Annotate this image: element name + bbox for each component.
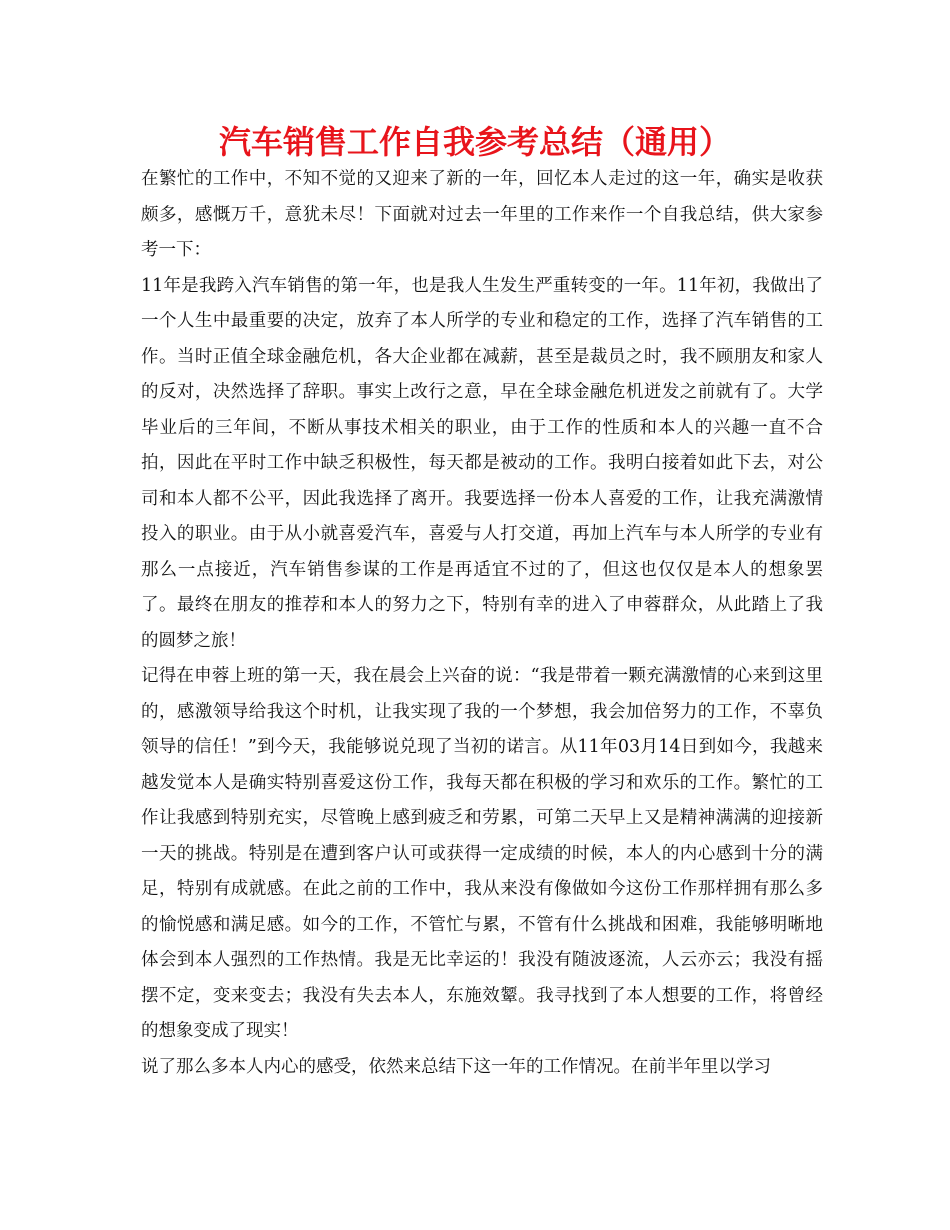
paragraph-career-change: 11年是我跨入汽车销售的第一年，也是我人生发生严重转变的一年。11年初，我做出了一个人生中最重要的决定，放弃了本人所学的专业和稳定的工作，选择了汽车销售的工作。当时正值全球金融危机，各大企业都在减薪，甚至是裁员之时，我不顾朋友和家人的反对，决然选择了辞职。事实上改行之意，早在全球金融危机迸发之前就有了。大学毕业后的三年间，不断从事技术相关的职业，由于工作的性质和本人的兴趣一直不合拍，因此在平时工作中缺乏积极性，每天都是被动的工作。我明白接着如此下去，对公司和本人都不公平，因此我选择了离开。我要选择一份本人喜爱的工作，让我充满激情投入的职业。由于从小就喜爱汽车，喜爱与人打交道，再加上汽车与本人所学的专业有那么一点接近，汽车销售参谋的工作是再适宜不过的了，但这也仅仅是本人的想象罢了。最终在朋友的推荐和本人的努力之下，特别有幸的进入了申蓉群众，从此踏上了我的圆梦之旅！	[141, 275, 823, 651]
document-title: 汽车销售工作自我参考总结（通用）	[218, 123, 731, 161]
paragraph-first-day: 记得在申蓉上班的第一天，我在晨会上兴奋的说：“我是带着一颗充满激情的心来到这里的，感激领导给我这个时机，让我实现了我的一个梦想，我会加倍努力的工作，不辜负领导的信任！”到今天，我能够说兑现了当初的诺言。从11年03月14日到如今，我越来越发觉本人是确实特别喜爱这份工作，我每天都在积极的学习和欢乐的工作。繁忙的工作让我感到特别充实，尽管晚上感到疲乏和劳累，可第二天早上又是精神满满的迎接新一天的挑战。特别是在遭到客户认可或获得一定成绩的时候，本人的内心感到十分的满足，特别有成就感。在此之前的工作中，我从来没有像做如今这份工作那样拥有那么多的愉悦感和满足感。如今的工作，不管忙与累，不管有什么挑战和困难，我能够明晰地体会到本人强烈的工作热情。我是无比幸运的！我没有随波逐流，人云亦云；我没有摇摆不定，变来变去；我没有失去本人，东施效颦。我寻找到了本人想要的工作，将曾经的想象变成了现实！	[141, 666, 823, 1041]
document-body	[141, 162, 823, 1085]
paragraph-work-summary: 说了那么多本人内心的感受，依然来总结下这一年的工作情况。在前半年里以学习	[141, 1056, 771, 1077]
paragraph-intro: 在繁忙的工作中，不知不觉的又迎来了新的一年，回忆本人走过的这一年，确实是收获颇多，感慨万千，意犹未尽！下面就对过去一年里的工作来作一个自我总结，供大家参考一下：	[141, 169, 823, 260]
